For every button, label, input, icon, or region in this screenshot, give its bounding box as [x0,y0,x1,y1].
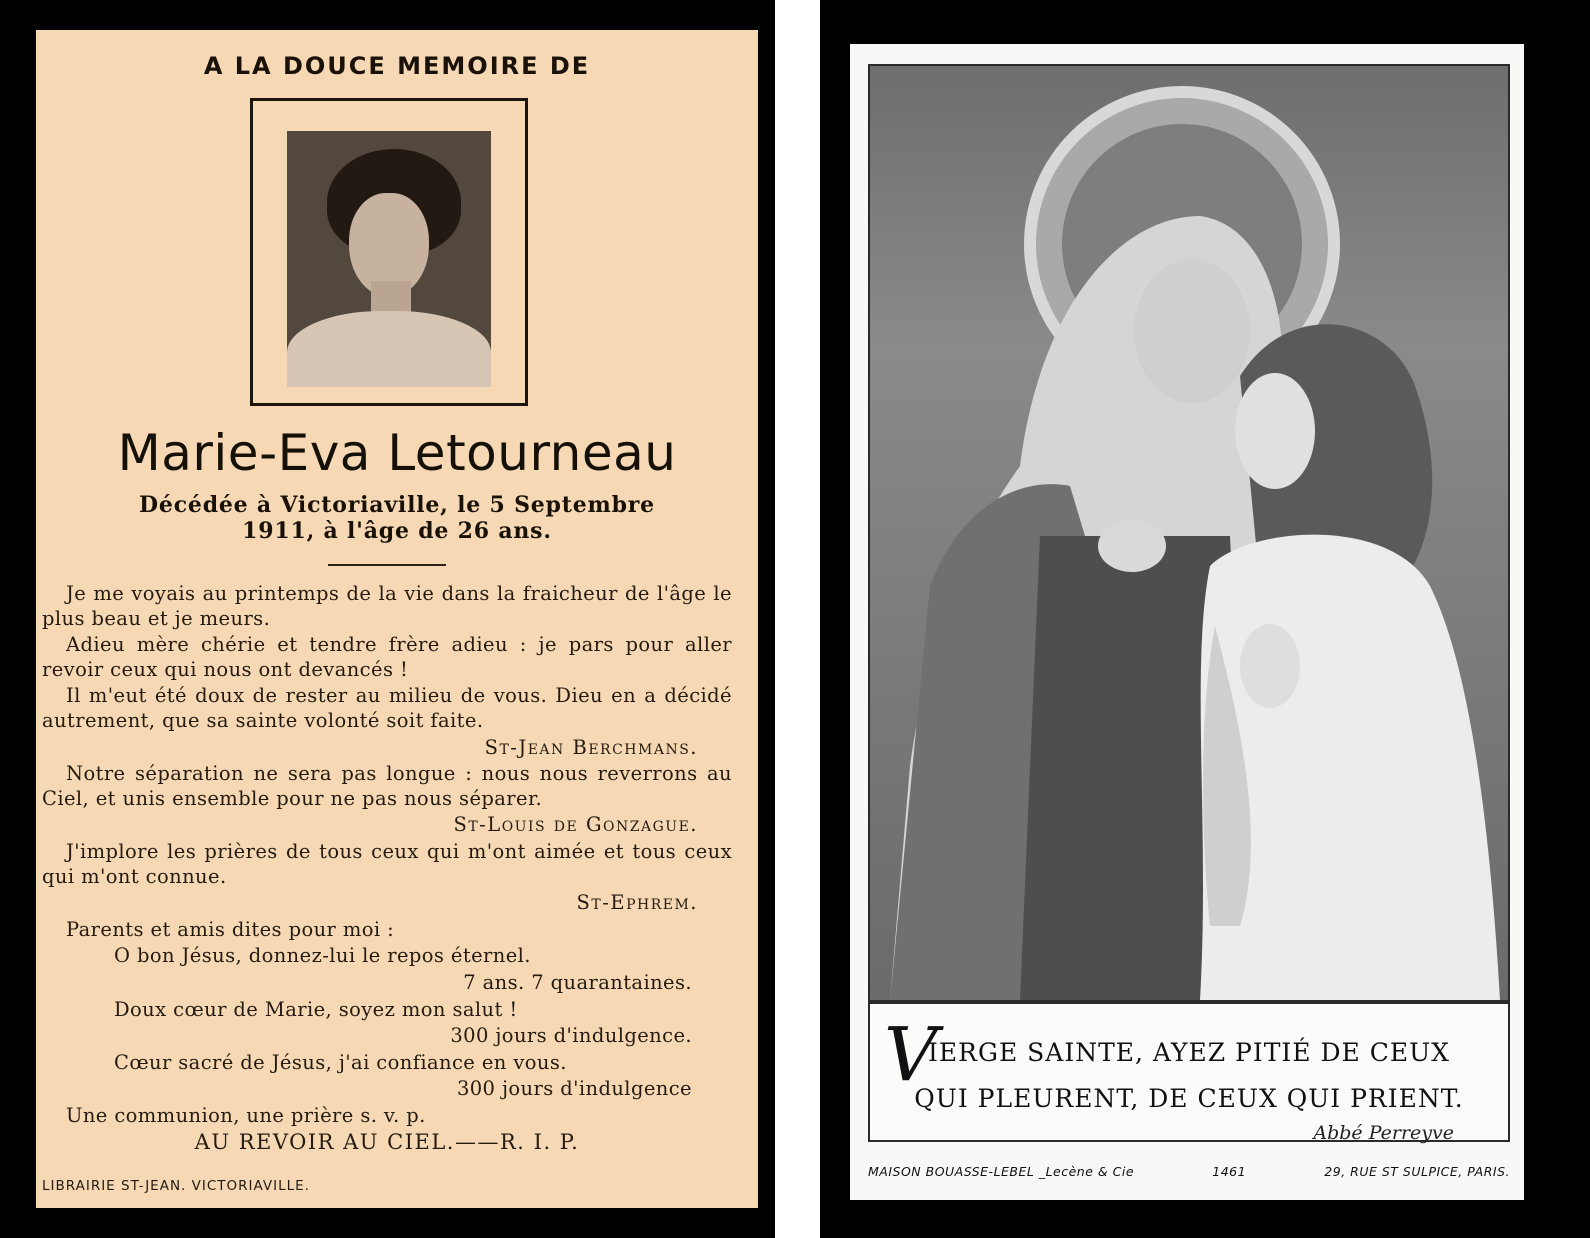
divider [328,564,446,566]
caption-line-1: IERGE SAINTE, AYEZ PITIÉ DE CEUX [928,1038,1450,1067]
caption-attribution: Abbé Perreyve [1313,1122,1454,1144]
caption-line-2: QUI PLEURENT, DE CEUX QUI PRIENT. [914,1084,1464,1113]
indulgence-1: 7 ans. 7 quarantaines. [463,970,692,994]
farewell-line: AU REVOIR AU CIEL.——R. I. P. [194,1130,580,1155]
paragraph-5: J'implore les prières de tous ceux qui m'ont aimée et tous ceux qui m'ont connue. [42,839,732,888]
signature-ephrem: St-Ephrem. [576,891,698,915]
paragraph-4: Notre séparation ne sera pas longue : nous nous reverrons au Ciel, et unis ensemble pour ne pas nous séparer. [42,762,732,810]
memorial-text [42,582,732,1157]
death-details-line1: Décédée à Victoriaville, le 5 Septembre [139,492,655,518]
publisher-address: 29, RUE ST SULPICE, PARIS. [1324,1164,1510,1179]
prayer-3: Cœur sacré de Jésus, j'ai confiance en vous. [114,1050,567,1074]
deceased-name: Marie-Eva Letourneau [117,424,677,482]
death-details [36,492,758,544]
portrait-frame [250,98,528,406]
holy-card-paper [850,44,1524,1200]
paragraph-7: Une communion, une prière s. v. p. [66,1103,426,1127]
publisher-name: MAISON BOUASSE-LEBEL _Lecène & Cie [868,1164,1135,1179]
paragraph-6: Parents et amis dites pour moi : [66,917,395,941]
paragraph-3: Il m'eut été doux de rester au milieu de vous. Dieu en a décidé autrement, que sa sainte volonté soit faite. [42,684,732,732]
death-details-line2: 1911, à l'âge de 26 ans. [242,518,552,544]
portrait-blouse [287,311,491,387]
indulgence-2: 300 jours d'indulgence. [450,1024,692,1048]
prayer-caption [868,1002,1510,1142]
card-heading: A LA DOUCE MEMOIRE DE [203,52,591,80]
devotional-image [868,64,1510,1002]
signature-gonzague: St-Louis de Gonzague. [453,813,698,837]
memorial-card-back [820,0,1590,1238]
memorial-card-front [0,0,775,1238]
prayer-1: O bon Jésus, donnez-lui le repos éternel. [114,944,531,968]
indulgence-3: 300 jours d'indulgence [456,1077,692,1101]
virgin-and-child-illustration [870,66,1508,1000]
printer-imprint: LIBRAIRIE ST-JEAN. VICTORIAVILLE. [42,1178,310,1194]
portrait-photo [287,131,491,387]
ornamental-initial: V [884,1012,938,1098]
publisher-imprint [868,1164,1510,1179]
prayer-2: Doux cœur de Marie, soyez mon salut ! [114,997,518,1021]
signature-berchmans: St-Jean Berchmans. [484,735,698,759]
memorial-card-paper [36,30,758,1208]
publisher-number: 1461 [1212,1164,1247,1179]
paragraph-1: Je me voyais au printemps de la vie dans la fraicheur de l'âge le plus beau et je meurs. [42,582,732,630]
paragraph-2: Adieu mère chérie et tendre frère adieu : je pars pour aller revoir ceux qui nous ont devancés ! [42,633,732,681]
